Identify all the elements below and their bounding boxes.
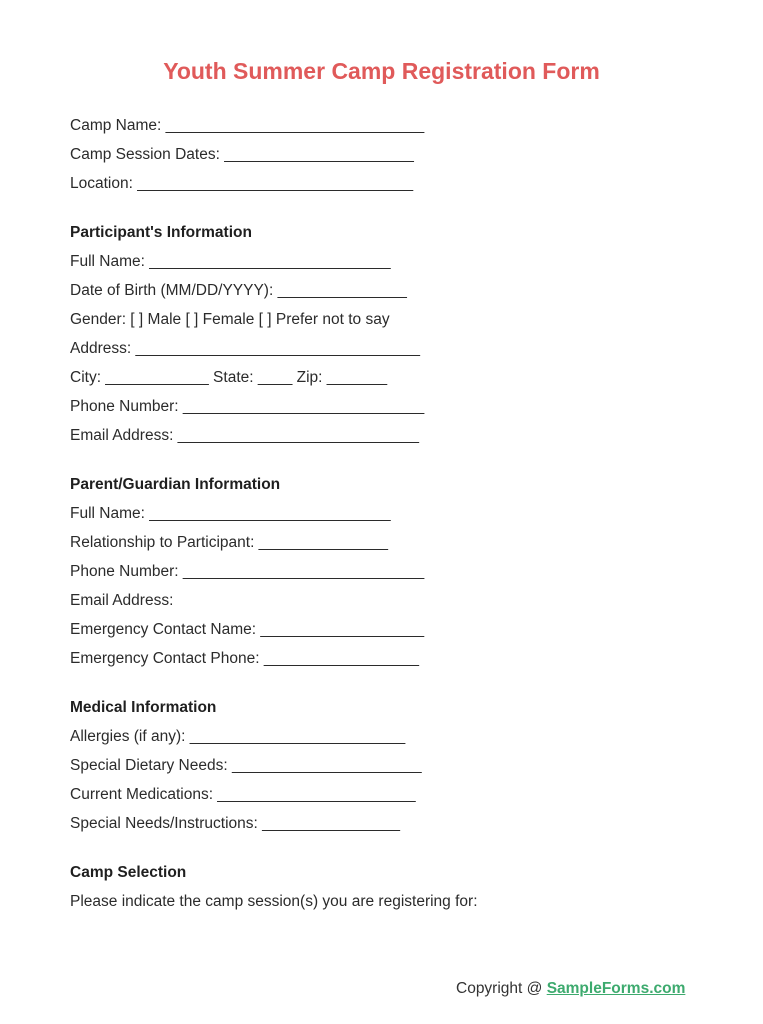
form-title: Youth Summer Camp Registration Form bbox=[163, 58, 600, 84]
camp-session-dates-field: Camp Session Dates: ______________________ bbox=[70, 146, 414, 163]
camp-name-field: Camp Name: ______________________________ bbox=[70, 117, 425, 134]
copyright-prefix: Copyright @ bbox=[456, 980, 547, 997]
guardian-relationship-field: Relationship to Participant: _______________ bbox=[70, 534, 388, 551]
special-needs-field: Special Needs/Instructions: ________________ bbox=[70, 815, 401, 832]
guardian-phone-field: Phone Number: ____________________________ bbox=[70, 563, 425, 580]
form-body bbox=[70, 111, 710, 916]
camp-selection-instruction: Please indicate the camp session(s) you are registering for: bbox=[70, 893, 478, 910]
participant-full-name-field: Full Name: ____________________________ bbox=[70, 253, 391, 270]
sampleforms-link[interactable]: SampleForms.com bbox=[546, 980, 686, 997]
participant-city-state-zip-field: City: ____________ State: ____ Zip: _______ bbox=[70, 369, 388, 386]
participant-section-heading: Participant's Information bbox=[70, 224, 252, 241]
participant-gender-field: Gender: [ ] Male [ ] Female [ ] Prefer not to say bbox=[70, 311, 390, 328]
copyright-footer bbox=[456, 978, 685, 1000]
emergency-contact-name-field: Emergency Contact Name: ___________________ bbox=[70, 621, 425, 638]
location-field: Location: ________________________________ bbox=[70, 175, 414, 192]
participant-dob-field: Date of Birth (MM/DD/YYYY): _______________ bbox=[70, 282, 407, 299]
participant-email-field: Email Address: ____________________________ bbox=[70, 427, 420, 444]
camp-selection-heading: Camp Selection bbox=[70, 864, 187, 881]
current-medications-field: Current Medications: _______________________ bbox=[70, 786, 416, 803]
allergies-field: Allergies (if any): _________________________ bbox=[70, 728, 406, 745]
guardian-section-heading: Parent/Guardian Information bbox=[70, 476, 281, 493]
dietary-needs-field: Special Dietary Needs: ______________________ bbox=[70, 757, 422, 774]
guardian-full-name-field: Full Name: ____________________________ bbox=[70, 505, 391, 522]
medical-section-heading: Medical Information bbox=[70, 699, 217, 716]
guardian-email-field: Email Address: bbox=[70, 592, 174, 609]
emergency-contact-phone-field: Emergency Contact Phone: __________________ bbox=[70, 650, 420, 667]
participant-phone-field: Phone Number: ____________________________ bbox=[70, 398, 425, 415]
participant-address-field: Address: _________________________________ bbox=[70, 340, 420, 357]
